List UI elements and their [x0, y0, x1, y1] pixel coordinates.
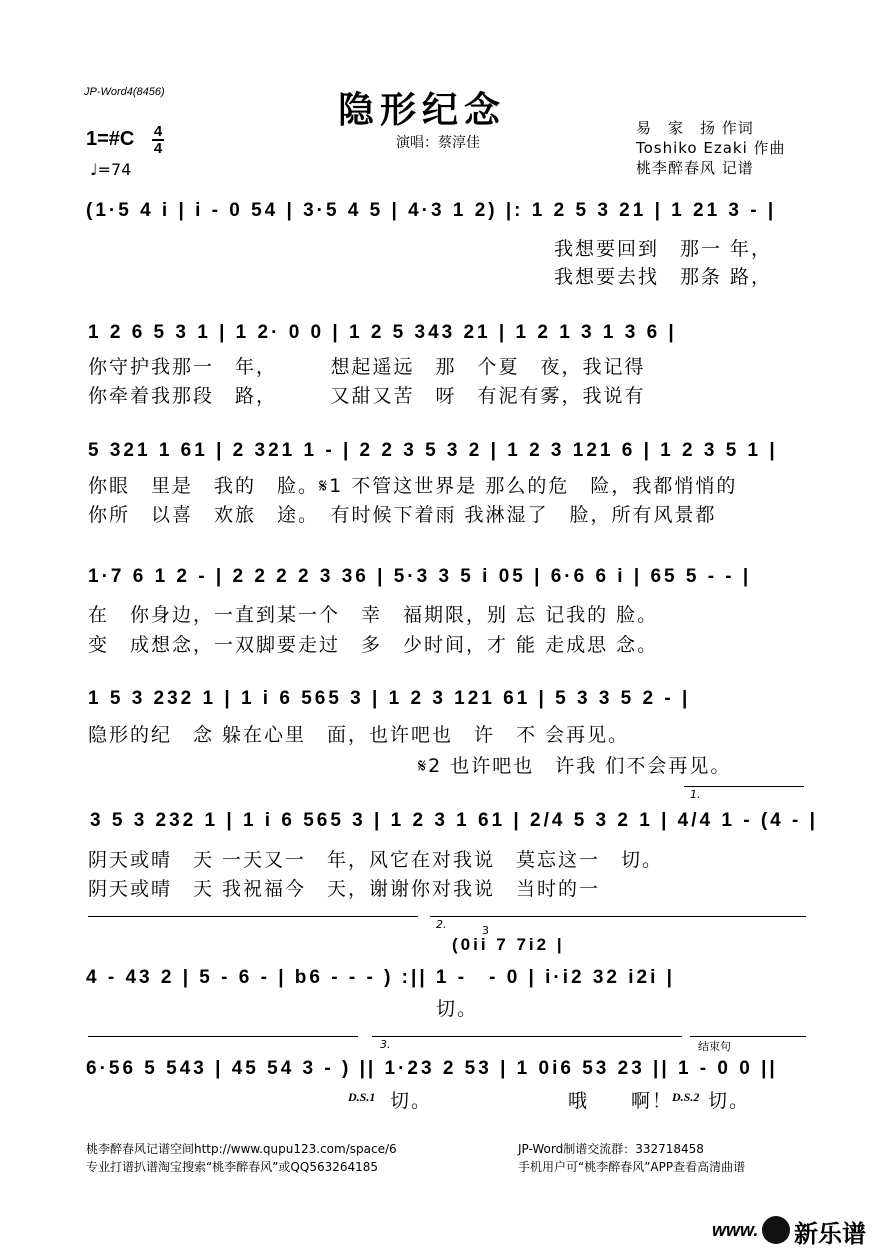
lyrics-3-verse-1: 你眼 里是 我的 脸。𝄋1 不管这世界是 那么的危 险，我都悄悄的 — [88, 475, 738, 497]
volta-bracket-2 — [430, 916, 806, 917]
triplet-mark: 3 — [482, 924, 489, 937]
lyrics-4-verse-2: 变 成想念，一双脚要走过 多 少时间，才 能 走成思 念。 — [88, 634, 659, 656]
volta-1-label: 1. — [690, 788, 701, 801]
ending-label: 结束句 — [698, 1040, 731, 1053]
ending-bracket — [690, 1036, 806, 1037]
tempo-marking: ♩=74 — [90, 160, 132, 179]
lyrics-2-verse-2: 你牵着我那段 路， 又甜又苦 呀 有泥有雾，我说有 — [88, 385, 646, 407]
lyrics-6-verse-1: 阴天或晴 天 一天又一 年，风它在对我说 莫忘这一 切。 — [88, 849, 664, 871]
lyricist-credit: 易 家 扬 作词 — [636, 119, 754, 137]
key-signature: 1=#C — [86, 128, 135, 150]
lyrics-2-verse-1: 你守护我那一 年， 想起遥远 那 个夏 夜，我记得 — [88, 356, 646, 378]
notation-line-1: (1·5 4 i | i - 0 54 | 3·5 4 5 | 4·3 1 2) |: 1 2 5 3 21 | 1 21 3 - | — [86, 200, 777, 221]
time-signature: 4 4 — [153, 123, 163, 157]
volta-bracket-1 — [684, 786, 804, 787]
lyrics-1-verse-2: 我想要去找 那条 路， — [554, 266, 773, 288]
volta-extension-line — [88, 916, 418, 917]
ds1-marker: D.S.1 — [348, 1090, 376, 1104]
lyrics-5-verse-1: 隐形的纪 念 躲在心里 面，也许吧也 许 不 会再见。 — [88, 724, 630, 746]
pickup-notation: (0ii 7 7i2 | — [452, 935, 565, 954]
lyrics-8-a: 切。 — [390, 1090, 433, 1112]
watermark-brand: 新乐谱 — [794, 1220, 866, 1248]
volta-2-label: 2. — [436, 918, 447, 931]
watermark-url: www. — [712, 1220, 759, 1240]
composer-credit: Toshiko Ezaki 作曲 — [636, 139, 786, 157]
volta-extension-line-2 — [88, 1036, 358, 1037]
lyrics-3-verse-2: 你所 以喜 欢旅 途。 有时候下着雨 我淋湿了 脸，所有风景都 — [88, 504, 717, 526]
notation-line-6: 3 5 3 232 1 | 1 i 6 565 3 | 1 2 3 1 61 | 2/4 5 3 2 1 | 4/4 1 - (4 - | — [90, 810, 818, 831]
footer-left-2: 专业打谱扒谱淘宝搜索“桃李醉春风”或QQ563264185 — [86, 1160, 379, 1174]
footer-left-1: 桃李醉春风记谱空间http://www.qupu123.com/space/6 — [86, 1142, 397, 1156]
lyrics-1-verse-1: 我想要回到 那一 年， — [554, 238, 773, 260]
lyrics-7: 切。 — [436, 998, 479, 1020]
notation-line-5: 1 5 3 232 1 | 1 i 6 565 3 | 1 2 3 121 61 | 5 3 3 5 2 - | — [88, 688, 691, 709]
lyrics-6-verse-2: 阴天或晴 天 我祝福今 天，谢谢你对我说 当时的一 — [88, 878, 601, 900]
record-logo-icon — [762, 1216, 790, 1244]
volta-bracket-3 — [372, 1036, 682, 1037]
notation-line-4: 1·7 6 1 2 - | 2 2 2 2 3 36 | 5·3 3 5 i 05 | 6·6 6 i | 65 5 - - | — [88, 566, 752, 587]
notation-line-8: 6·56 5 543 | 45 54 3 - ) || 1·23 2 53 | 1 0i6 53 23 || 1 - 0 0 || — [86, 1058, 778, 1079]
lyrics-5-verse-2: 𝄋2 也许吧也 许我 们不会再见。 — [418, 755, 732, 777]
notation-line-7: 4 - 43 2 | 5 - 6 - | b6 - - - ) :|| 1 - - 0 | i·i2 32 i2i | — [86, 967, 675, 988]
format-tag: JP-Word4(8456) — [84, 86, 165, 98]
footer-right-2: 手机用户可“桃李醉春风”APP查看高清曲谱 — [518, 1160, 746, 1174]
singer-credit: 演唱：蔡淳佳 — [396, 135, 480, 151]
notation-line-2: 1 2 6 5 3 1 | 1 2· 0 0 | 1 2 5 343 21 | 1 2 1 3 1 3 6 | — [88, 322, 677, 343]
ds2-marker: D.S.2 — [672, 1090, 700, 1104]
notation-line-3: 5 321 1 61 | 2 321 1 - | 2 2 3 5 3 2 | 1 2 3 121 6 | 1 2 3 5 1 | — [88, 440, 778, 461]
transcriber-credit: 桃李醉春风 记谱 — [636, 159, 754, 177]
lyrics-8-b: 哦 啊！ — [568, 1090, 674, 1112]
page-title: 隐形纪念 — [338, 89, 507, 131]
lyrics-4-verse-1: 在 你身边，一直到某一个 幸 福期限，别 忘 记我的 脸。 — [88, 604, 659, 626]
footer-right-1: JP-Word制谱交流群：332718458 — [518, 1142, 704, 1156]
lyrics-8-c: 切。 — [708, 1090, 751, 1112]
volta-3-label: 3. — [380, 1038, 391, 1051]
